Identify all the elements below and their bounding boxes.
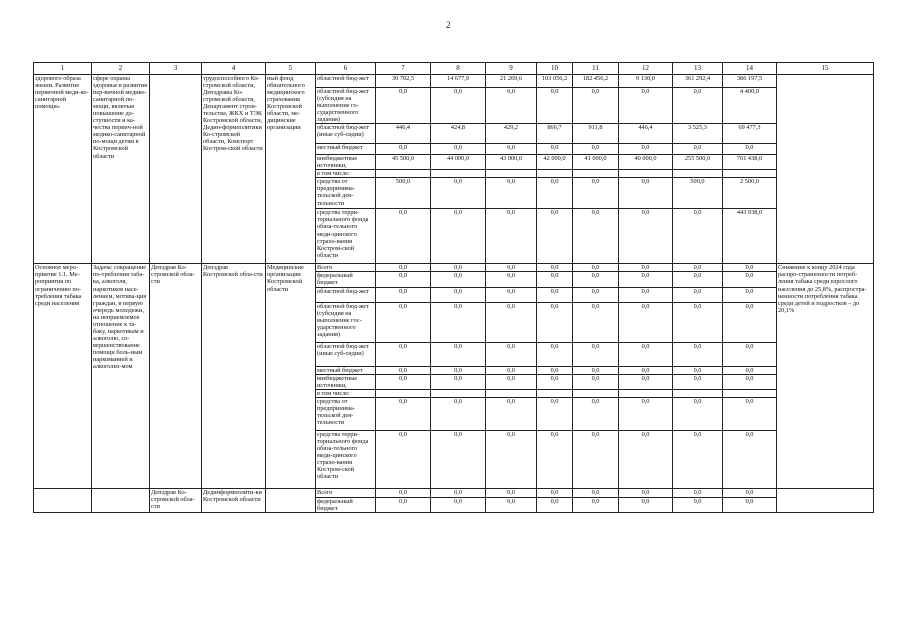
- amount-cell: 0,0: [619, 488, 673, 497]
- amount-cell: 42 000,0: [537, 155, 573, 170]
- amount-cell: 0,0: [673, 88, 723, 124]
- amount-cell: 0,0: [376, 88, 431, 124]
- amount-cell: 0,0: [486, 272, 537, 287]
- amount-cell: 0,0: [486, 302, 537, 342]
- col-header: 8: [431, 63, 486, 75]
- amount-cell: 0,0: [537, 209, 573, 264]
- amount-cell: [376, 389, 431, 397]
- amount-cell: 40 000,0: [619, 155, 673, 170]
- amount-cell: 0,0: [431, 88, 486, 124]
- executor-cell: Депздрав Ко-стромской обла-сти: [150, 264, 202, 488]
- col-header: 14: [723, 63, 777, 75]
- amount-cell: 0,0: [431, 497, 486, 512]
- amount-cell: 0,0: [573, 88, 619, 124]
- amount-cell: 0,0: [537, 497, 573, 512]
- amount-cell: 0,0: [619, 374, 673, 389]
- amount-cell: 255 500,0: [673, 155, 723, 170]
- col-header: 9: [486, 63, 537, 75]
- amount-cell: 0,0: [376, 272, 431, 287]
- col-header: 1: [34, 63, 92, 75]
- page-number: 2: [446, 20, 451, 30]
- amount-cell: 0,0: [619, 178, 673, 209]
- amount-cell: 0,0: [537, 488, 573, 497]
- amount-cell: 0,0: [723, 264, 777, 272]
- amount-cell: 361 292,4: [673, 75, 723, 88]
- amount-cell: 0,0: [376, 497, 431, 512]
- funding-source-cell: внебюджетные источники,: [316, 155, 376, 170]
- amount-cell: 0,0: [573, 497, 619, 512]
- amount-cell: 0,0: [573, 264, 619, 272]
- funding-source-cell: средства терри-ториального фонда обяза-тельного меди-цинского страхо-вания Костром-ской области: [316, 209, 376, 264]
- funding-source-cell: внебюджетные источники,: [316, 374, 376, 389]
- amount-cell: 0,0: [486, 366, 537, 374]
- col-header: 3: [150, 63, 202, 75]
- amount-cell: 0,0: [723, 374, 777, 389]
- amount-cell: 0,0: [573, 287, 619, 302]
- amount-cell: 0,0: [486, 374, 537, 389]
- amount-cell: 0,0: [723, 287, 777, 302]
- funding-source-cell: местный бюджет: [316, 366, 376, 374]
- amount-cell: 0,0: [376, 302, 431, 342]
- amount-cell: 0,0: [486, 178, 537, 209]
- amount-cell: 0,0: [486, 497, 537, 512]
- amount-cell: 0,0: [573, 366, 619, 374]
- amount-cell: 0,0: [431, 144, 486, 155]
- col-header: 7: [376, 63, 431, 75]
- amount-cell: 0,0: [573, 272, 619, 287]
- amount-cell: 4 400,0: [723, 88, 777, 124]
- program-event-cell: [34, 488, 92, 512]
- amount-cell: 0,0: [486, 488, 537, 497]
- amount-cell: 0,0: [673, 302, 723, 342]
- amount-cell: 0,0: [723, 302, 777, 342]
- amount-cell: 0,0: [537, 88, 573, 124]
- table-row: [34, 488, 874, 497]
- amount-cell: [573, 170, 619, 178]
- amount-cell: 0,0: [431, 264, 486, 272]
- funding-source-cell: средства от предпринима-тельской дея-тельности: [316, 397, 376, 430]
- amount-cell: 0,0: [431, 430, 486, 488]
- amount-cell: 0,0: [486, 342, 537, 366]
- amount-cell: 0,0: [573, 209, 619, 264]
- amount-cell: 0,0: [619, 209, 673, 264]
- budget-table: [33, 62, 874, 513]
- col-header: 4: [202, 63, 266, 75]
- amount-cell: 9 130,0: [619, 75, 673, 88]
- table-row: [34, 264, 874, 272]
- amount-cell: 0,0: [376, 342, 431, 366]
- funding-source-cell: федеральный бюджет: [316, 272, 376, 287]
- amount-cell: 21 269,6: [486, 75, 537, 88]
- amount-cell: [723, 389, 777, 397]
- amount-cell: 0,0: [619, 366, 673, 374]
- header-row: [34, 63, 874, 75]
- col-header: 5: [266, 63, 316, 75]
- amount-cell: 0,0: [673, 366, 723, 374]
- amount-cell: 0,0: [376, 264, 431, 272]
- amount-cell: 45 500,0: [376, 155, 431, 170]
- amount-cell: 0,0: [673, 430, 723, 488]
- program-event-cell: Основное меро-приятие 1.1. Ме-роприятия по ограничению по-требления табака среди населения: [34, 264, 92, 488]
- amount-cell: 0,0: [723, 497, 777, 512]
- amount-cell: 0,0: [723, 272, 777, 287]
- coexecutor-cell: трудоспособного Ко-стромской области, Депздравы Ко-стромской области, Департамент строи-тельства, ЖКХ и ТЭК Костромской области, Дедин-формполитики Ко-стромской области, Комспорт Костром-ской области: [202, 75, 266, 264]
- funding-source-cell: средства от предпринима-тельской дея-тельности: [316, 178, 376, 209]
- amount-cell: [537, 389, 573, 397]
- col-header: 10: [537, 63, 573, 75]
- amount-cell: 446,4: [619, 124, 673, 144]
- amount-cell: 0,0: [537, 374, 573, 389]
- amount-cell: 0,0: [376, 488, 431, 497]
- amount-cell: 41 000,0: [573, 155, 619, 170]
- amount-cell: 500,0: [376, 178, 431, 209]
- col-header: 15: [777, 63, 874, 75]
- funding-source-cell: средства терри-ториального фонда обяза-тельного меди-цинского страхо-вания Костром-ской области: [316, 430, 376, 488]
- amount-cell: 0,0: [431, 342, 486, 366]
- expected-result-cell: Снижение к концу 2024 года распро-страненности потреб-ления табака среди взрослого населения до 25,8%, распростра-ненности потребления табака среди детей и подростков – до 20,1%: [777, 264, 874, 488]
- amount-cell: 0,0: [431, 272, 486, 287]
- amount-cell: 0,0: [537, 430, 573, 488]
- amount-cell: 424,8: [431, 124, 486, 144]
- amount-cell: 0,0: [376, 374, 431, 389]
- participant-cell: Медицинские организации Костромской области: [266, 264, 316, 488]
- amount-cell: 0,0: [537, 302, 573, 342]
- expected-result-cell: [777, 488, 874, 512]
- funding-source-cell: в том числе:: [316, 170, 376, 178]
- amount-cell: [619, 170, 673, 178]
- amount-cell: 0,0: [537, 366, 573, 374]
- amount-cell: 701 438,0: [723, 155, 777, 170]
- amount-cell: 43 000,0: [486, 155, 537, 170]
- task-cell: [92, 488, 150, 512]
- funding-source-cell: областной бюд-жет: [316, 75, 376, 88]
- amount-cell: 0,0: [619, 497, 673, 512]
- amount-cell: 0,0: [431, 178, 486, 209]
- amount-cell: 0,0: [619, 397, 673, 430]
- amount-cell: 429,2: [486, 124, 537, 144]
- amount-cell: 0,0: [537, 144, 573, 155]
- amount-cell: 911,8: [573, 124, 619, 144]
- amount-cell: [537, 170, 573, 178]
- amount-cell: 443 938,0: [723, 209, 777, 264]
- amount-cell: 0,0: [723, 397, 777, 430]
- amount-cell: 0,0: [486, 209, 537, 264]
- funding-source-cell: областной бюд-жет (иные суб-сидии): [316, 124, 376, 144]
- amount-cell: 0,0: [376, 144, 431, 155]
- amount-cell: [619, 389, 673, 397]
- amount-cell: 0,0: [723, 488, 777, 497]
- amount-cell: 0,0: [537, 178, 573, 209]
- participant-cell: [266, 488, 316, 512]
- amount-cell: 0,0: [619, 342, 673, 366]
- amount-cell: 0,0: [431, 488, 486, 497]
- amount-cell: 103 056,2: [537, 75, 573, 88]
- amount-cell: 0,0: [673, 342, 723, 366]
- funding-source-cell: областной бюд-жет: [316, 287, 376, 302]
- amount-cell: 69 477,3: [723, 124, 777, 144]
- funding-source-cell: федеральный бюджет: [316, 497, 376, 512]
- amount-cell: 0,0: [673, 374, 723, 389]
- amount-cell: 0,0: [673, 397, 723, 430]
- coexecutor-cell: Депздрав Костромской обла-сти: [202, 264, 266, 488]
- amount-cell: [573, 389, 619, 397]
- col-header: 6: [316, 63, 376, 75]
- task-cell: сфере охраны здоровья и развития пер-вичной медико-санитарной по-мощи, включая повышение до-ступности и ка-чества первич-ной медико-санитарной по-мощи детям в Костромской области: [92, 75, 150, 264]
- amount-cell: 0,0: [673, 264, 723, 272]
- amount-cell: 0,0: [486, 88, 537, 124]
- amount-cell: 0,0: [673, 497, 723, 512]
- amount-cell: [486, 170, 537, 178]
- amount-cell: 0,0: [619, 430, 673, 488]
- amount-cell: 0,0: [619, 264, 673, 272]
- coexecutor-cell: Дединформполити-ки Костромской области: [202, 488, 266, 512]
- amount-cell: [431, 389, 486, 397]
- amount-cell: 0,0: [723, 366, 777, 374]
- amount-cell: 0,0: [537, 264, 573, 272]
- program-event-cell: здорового образа жизни. Развитие первичной меди-ко-санитарной помощи»: [34, 75, 92, 264]
- amount-cell: 0,0: [573, 342, 619, 366]
- amount-cell: 0,0: [573, 488, 619, 497]
- amount-cell: 0,0: [431, 302, 486, 342]
- amount-cell: [376, 170, 431, 178]
- amount-cell: 0,0: [673, 488, 723, 497]
- col-header: 12: [619, 63, 673, 75]
- amount-cell: 866,7: [537, 124, 573, 144]
- amount-cell: 14 677,9: [431, 75, 486, 88]
- amount-cell: 0,0: [673, 287, 723, 302]
- amount-cell: 446,4: [376, 124, 431, 144]
- amount-cell: 0,0: [537, 287, 573, 302]
- amount-cell: 0,0: [573, 302, 619, 342]
- amount-cell: 0,0: [673, 209, 723, 264]
- amount-cell: 0,0: [723, 342, 777, 366]
- amount-cell: 0,0: [573, 374, 619, 389]
- amount-cell: 0,0: [486, 287, 537, 302]
- amount-cell: 2 500,0: [723, 178, 777, 209]
- amount-cell: 0,0: [376, 430, 431, 488]
- amount-cell: 0,0: [431, 209, 486, 264]
- executor-cell: [150, 75, 202, 264]
- amount-cell: 0,0: [673, 272, 723, 287]
- amount-cell: 0,0: [486, 144, 537, 155]
- funding-source-cell: областной бюд-жет (иные суб-сидии): [316, 342, 376, 366]
- col-header: 2: [92, 63, 150, 75]
- amount-cell: 0,0: [619, 144, 673, 155]
- amount-cell: 0,0: [573, 144, 619, 155]
- amount-cell: 0,0: [573, 178, 619, 209]
- amount-cell: 30 702,5: [376, 75, 431, 88]
- funding-source-cell: областной бюд-жет (субсидия на выполнение гос-ударственного задания): [316, 302, 376, 342]
- participant-cell: ный фонд обязательного медицинского страхования Костромской области, ме-дицинские организации: [266, 75, 316, 264]
- table-row: [34, 75, 874, 88]
- amount-cell: [723, 170, 777, 178]
- amount-cell: 0,0: [486, 264, 537, 272]
- amount-cell: 0,0: [673, 144, 723, 155]
- amount-cell: 0,0: [537, 342, 573, 366]
- amount-cell: 0,0: [723, 430, 777, 488]
- amount-cell: 0,0: [376, 366, 431, 374]
- task-cell: Задача: сокращение по-требления таба-ка, алкоголя, наркотиков насе-лением, мотива-ция граждан, в первую очередь молодежи, на неприемлемое отношение к та-баку, наркотикам и алкоголю, со-вершенствование помощи боль-ным наркоманией и алкоголиз-мом: [92, 264, 150, 488]
- amount-cell: 0,0: [537, 272, 573, 287]
- amount-cell: 0,0: [486, 397, 537, 430]
- amount-cell: [431, 170, 486, 178]
- amount-cell: 182 456,2: [573, 75, 619, 88]
- amount-cell: 0,0: [573, 397, 619, 430]
- funding-source-cell: областной бюд-жет (субсидия на выполнение го-сударственного задания): [316, 88, 376, 124]
- amount-cell: 0,0: [619, 88, 673, 124]
- amount-cell: 386 197,5: [723, 75, 777, 88]
- amount-cell: 0,0: [619, 302, 673, 342]
- amount-cell: 0,0: [431, 366, 486, 374]
- funding-source-cell: местный бюджет: [316, 144, 376, 155]
- funding-source-cell: Всего: [316, 488, 376, 497]
- col-header: 11: [573, 63, 619, 75]
- col-header: 13: [673, 63, 723, 75]
- amount-cell: 0,0: [573, 430, 619, 488]
- expected-result-cell: [777, 75, 874, 264]
- amount-cell: 0,0: [431, 397, 486, 430]
- amount-cell: 0,0: [619, 287, 673, 302]
- amount-cell: [486, 389, 537, 397]
- funding-source-cell: в том числе:: [316, 389, 376, 397]
- amount-cell: 0,0: [431, 287, 486, 302]
- funding-source-cell: Всего: [316, 264, 376, 272]
- amount-cell: [673, 389, 723, 397]
- amount-cell: 0,0: [431, 374, 486, 389]
- amount-cell: 0,0: [723, 144, 777, 155]
- amount-cell: 0,0: [537, 397, 573, 430]
- amount-cell: 44 000,0: [431, 155, 486, 170]
- amount-cell: 0,0: [376, 287, 431, 302]
- amount-cell: 0,0: [376, 397, 431, 430]
- amount-cell: 0,0: [486, 430, 537, 488]
- amount-cell: 0,0: [376, 209, 431, 264]
- amount-cell: [673, 170, 723, 178]
- amount-cell: 3 525,3: [673, 124, 723, 144]
- amount-cell: 500,0: [673, 178, 723, 209]
- amount-cell: 0,0: [619, 272, 673, 287]
- executor-cell: Депздрав Ко-стромской обла-сти: [150, 488, 202, 512]
